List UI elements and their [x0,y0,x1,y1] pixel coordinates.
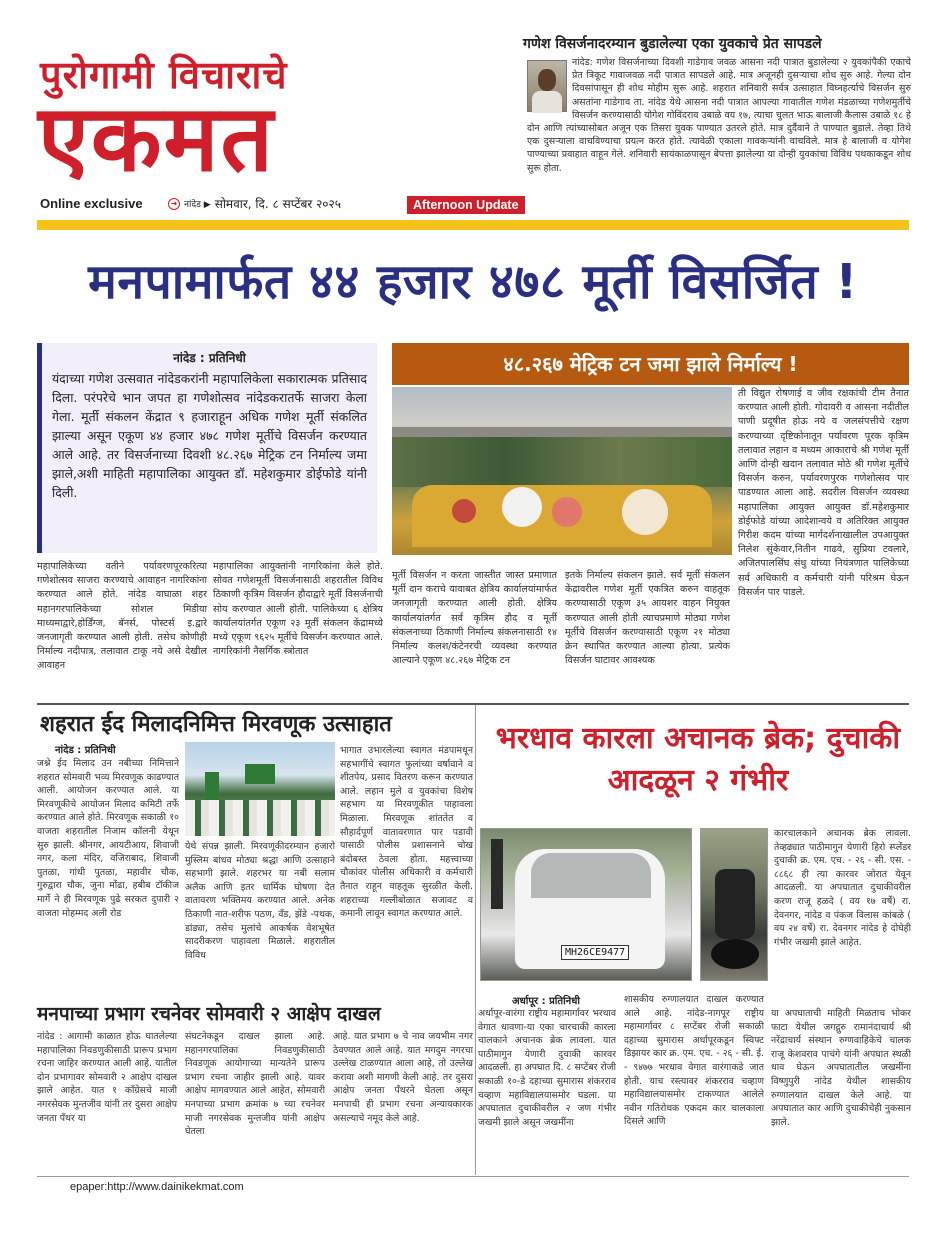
main-col-1: महापालिकेच्या वतीने पर्यावरणपूरकरित्या गणेशोत्सव साजरा करण्याचे आवाहन नागरिकांना करण्यात आले होते. नांदेड वाघाळा शहर महानगरपालिकेच्या सोशल मिडीया माध्यमाद्वारे,होर्डिंग्ज, बॅनर्स, पोस्टर्स इ.द्वारे जनजागृती करण्यात आली होती. तसेच कोणीही निर्माल्य नदीपात्र, तलावात टाकू नये असे देखील आवाहन [37,561,207,672]
dateline-date: सोमवार, दि. ८ सप्टेंबर २०२५ [214,197,342,211]
top-story-headline: गणेश विसर्जनादरम्यान बुडालेल्या एका युवकाचे प्रेत सापडले [523,36,822,52]
main-col-4: इतके निर्माल्य संकलन झाले. सर्व मूर्ती संकलन केंद्रावरील गणेश मूर्ती एकत्रित करुन वाहतूक करण्यासाठी एकूण ३५ आयशर वाहन नियुक्त करण्यात आली होती त्याचप्रमाणे मोठ्या गणेश मूर्तीचे विसर्जन करण्यासाठी एकूण २१ मोठ्या क्रेन स्थापित करण्यात आल्या होत्या. प्रत्येक विसर्जन घाटावर आवश्यक [565,570,730,667]
main-col-2: महापालिका आयुक्तांनी नागरिकांना केले होते. सोवत गणेशमूर्ती विसर्जनासाठी शहरातील विविध ठिकाणी कृत्रिम विसर्जन हौदाद्वारे मूर्ती विसर्जनाची सोय करण्यात आली होती. पालिकेच्या ६ क्षेत्रिय कार्यालयांतर्गत एकूण २३ मूर्ती संकलन केंद्रामध्ये मध्ये एकूण ९६२५ मूर्तीचे विसर्जन करण्यात आले. नागरिकांनी नैसर्गिक स्त्रोतात [213,561,383,658]
eid-col-2: येथे संपन्न झाली. मिरवणूकीदरम्यान हजारो मुस्लिम बांधव मोठ्या श्रद्धा आणि उत्साहाने सहभागी झाले. शहरभर या नबी सलाम अलैक आणि इतर धार्मिक घोषणा देत वातावरण भक्तिमय करण्यात आले. अनेक ठिकाणी नात-शरीफ पठण, वँड, झेंडे -पथक, डांड्या, तसेच मुलांचे आकर्षक वेशभूषेत सादरीकरण पाहावला मिळाले. शहरातील विविध [185,841,335,961]
main-col-3: मूर्ती विसर्जन न करता जास्तीत जास्त प्रमाणात मूर्ती दान कराचे यावाबत क्षेत्रिय कार्यालयांमार्फत जनजागृती करण्यात आली होती. क्षेत्रिय कार्यालयांतर्गत सर्व कृत्रिम हौद व मूर्ती संकलनाच्या ठिकाणी निर्माल्य संकलनासाठी १४ निर्माल्य कलश/कंटेनरची व्यवस्था करण्यात आल्याने एकूण ४८.२६७ मेट्रिक टन [392,570,557,667]
accident-col-3: या अपघाताची माहिती मिळताच भोकर फाटा येथील जगद्गुरु रामानंदाचार्य श्री नरेंद्राचार्य संस्थान रुग्णवाहिकेचे चालक राजू केशवराव पाचंगे यांनी अपघात स्थळी धाव घेऊन अपघातातील जखमींना विष्णुपुरी नांदेड येथील शासकीय रुग्णालयात दाखल केले आहे. या अपघातात कार आणि दुचाकीचेही नुकसान झाले. [771,1008,911,1128]
accident-car-photo [480,828,692,981]
victim-photo [527,60,567,112]
main-headline: मनपामार्फत ४४ हजार ४७८ मूर्ती विसर्जित ! [88,254,858,310]
eid-byline: नांदेड : प्रतिनिधी [55,745,116,756]
car-number-plate: MH26CE9477 [561,945,629,960]
arrow-right-icon: ➜ [168,198,180,210]
accident-headline: भरधाव कारला अचानक ब्रेक; दुचाकी आदळून २ गंभीर [495,721,901,798]
top-story-text: नांदेड: गणेश विसर्जनाच्या दिवशी गाडेगाव जवळ आसना नदी पात्रात बुडालेल्या २ युवकांपैकी एकाचे प्रेत त्रिकूट गावाजवळ नदी पात्रात सापडले आहे. मात्र अजूनही दुसऱ्याचा शोध सुरु आहे. गेल्या दोन दिवसांपासून ही शोध मोहीम सुरू आहे. शहरात शनिवारी सर्वत्र उत्साहात विघ्नहर्त्याचे विसर्जन सुरु असतांना गाडेगाव ता. नांदेड येथे आसना नदी पात्रात आपल्या गावातील गणेश मंडळाच्या गणेशमुर्तीचे विसर्जन करण्यासाठी योगेश गोविंदराव उबाळे वय १७, त्याचा चुलत भाऊ बालाजी कैलास उबाळे १८ हे दोन आणि त्यांच्यासोबत अजून एक तिसरा युवक पाण्यात उतरले होते. मात्र दुर्दैवाने ते पाण्यात बुडाले. तेव्हा तिथे एक दुसऱ्याला वाचविण्याचा प्रयत्न करत होते. त्यावेळी एकाला गावकऱ्यांनी वाचविले. मात्र हे बालाजी व योगेश पाण्याच्या प्रवाहात वाहून गेले. शनिवारी सायंकाळपासून बेपत्ता झालेल्या या दोन्ही युवकांचा विविध पथकाकडून शोध सुरू होता. [527,57,911,174]
dateline [168,195,341,212]
immersion-photo [392,387,732,555]
eid-procession-photo [185,742,335,836]
accident-col-2: शासकीय रुग्णालयात दाखल करण्यात आले आहे. नांदेड-नागपूर राष्ट्रीय महामार्गावर ८ सप्टेंबर रोजी सकाळी दहाच्या सुमारास अर्धापूरकडून स्विफ्ट डिझायर कार क्र. एम. एच. - २६ - सी. ई. - ९४७७ भरधाव वेगात वारंगाकडे जात होती. याच रस्त्यावर शंकरराव चव्हाण महाविद्यालयासमोर टाकण्यात आलेले नवीन गतिरोधक एकदम कार चालकाला दिसले आणि [624,994,764,1128]
edition-badge: Afternoon Update [407,196,525,214]
section-divider [37,703,909,705]
accident-col-1: अर्धापूर-वारंगा राष्ट्रीय महामार्गावर भरधाव वेगात धावणा-या एका चारचाकी कारला चालकाने अचानक ब्रेक लावला. यात पाठीमागुन येणारी दुचाकी कारवर आदळली. हा अपघात दि. ८ सप्टेंबर रोजी सकाळी १०-डे दहाच्या सुमारास शंकरराव चव्हाण महाविद्यालयासमोर घडला. या अपघातात दुचाकीवरील २ जण गंभीर जखमी झाले असून जखमींना [478,1008,616,1128]
footer-rule [37,1176,909,1177]
ward-col-2: संघटनेकडून दाखल झाला आहे. महानगरपालिका निवडणुकीसाठी निवडणूक आयोगाच्या मान्यतेने प्रारूप प्रभाग रचना जाहीर झाली आहे. यावर आक्षेप मागवण्यात आले आहेत, सोमवारी मनपाच्या प्रभाग क्रमांक ७ च्या रचनेवर माजी नगरसेवक मुन्तजीव यांनी आक्षेप घेतला [185,1031,325,1138]
accident-bike-photo [700,828,768,981]
main-subhead: ४८.२६७ मेट्रिक टन जमा झाले निर्माल्य ! [392,343,909,385]
online-exclusive-label: Online exclusive [40,196,143,211]
ward-col-1: नांदेड : आगामी काळात होऊ घातलेल्या महापालिका निवडणुकीसाठी प्रारूप प्रभाग रचना जाहिर करण्यात आली आहे. यातील दोन प्रभागावर सोमवारी २ आक्षेप दाखल झाले आहेत. यात १ काँग्रेसचे माजी नगरसेवक मुन्तजीव यांनी तर दुसरा आक्षेप जनता पँथर या [37,1031,177,1124]
column-rule [475,705,476,1175]
eid-col-3: भागात उभारलेल्या स्वागत मंडपामधून सहभागींचे स्वागत फुलांच्या वर्षावाने व शीतपेय, प्रसाद वितरण करून करण्यात आले. लहान मुले व युवकांचा विशेष सहभाग या मिरवणूकीत पाहावला मिळाला. मिरवणूक शांततेत व सौहार्दपूर्ण वातावरणात पार पडावी यासाठी पोलीस प्रशासनाने चोख बंदोबस्त ठेवला होता. महत्त्वाच्या चौकांवर पोलीस अधिकारी व कर्मचारी तैनात राहून वाहतूक सुरळीत केली. शहराच्या गल्लीबोळात सजावट व कमानी लावून स्वागत करण्यात आले. [340,745,473,920]
main-summary: यंदाच्या गणेश उत्सवात नांदेडकरांनी महापालिकेला सकारात्मक प्रतिसाद दिला. परंपरेचे भान जपत हा गणेशोत्सव नांदेडकरातर्फे साजरा केला गेला. मूर्ती संकलन केंद्रात ९ हजाराहून अधिक गणेश मूर्ती संकलित झाल्या असून एकूण ४४ हजार ४७८ गणेश मूर्तीचे विसर्जन करण्यात आले आहे. तर विसर्जनाच्या दिवशी ४८.२६७ मेट्रिक टन निर्माल्य जमा झाले,अशी माहिती महापालिका आयुक्त डॉ. महेशकुमार डोईफोडे यांनी दिली. [52,371,367,500]
main-byline: नांदेड : प्रतिनिधी [173,351,246,365]
eid-col-1: जश्ने ईद मिलाद उन नबीच्या निमित्ताने शहरात सोमवारी भव्य मिरवणूक काढण्यात आली. आयोजन करण्यात आले. या मिरवणूकीचे आयोजन मिलाद कमिटी तर्फे करण्यात आले होते. मिरवणूक सकाळी १० वाजता शहरातील निजाम कॉलनी येथून सुरु झाली. श्रीनगर, आयटीआय, शिवाजी नगर, कला मंदिर, वजिराबाद, शिवाजी पुतळा, गांधी पुतळा, महावीर चौक, गुरुद्वारा चौक, जुना मोंढा, हबीब टॉकीज मार्गे ने ही मिरवणूक पुढे सरकत दुपारी २ वाजता मोहम्मद अली रोड [37,758,179,919]
eid-headline: शहरात ईद मिलादनिमित्त मिरवणूक उत्साहात [40,712,392,737]
header-divider [37,220,909,230]
top-story-body [527,56,911,214]
epaper-link[interactable]: epaper:http://www.dainikekmat.com [70,1181,244,1193]
main-summary-box [37,343,377,553]
main-col-right: ती विद्युत रोषणाई व जीव रक्षकांची टीम तैनात करण्यात आली होती. गोदावरी व आसना नदीतील पाणी प्रदूषीत होऊ नये व जलसंपत्तीचे रक्षण करण्याच्या दृष्टिकोनातून पर्यावरण पूरक कृत्रिम तलावात लहान व मध्यम आकाराचे श्री गणेश मूर्ती आणि दोन्ही खदान तलावात मोठे श्री गणेश मूर्तीचे विसर्जन करुन, पर्यावरणपुरक गणेशोत्सव पार पाडण्यात आला आहे. सदरील विसर्जन व्यवस्था महापालिका आयुक्त आयुक्त डॉ.महेशकुमार डोईफोडे यांच्या आदेशान्वये व अतिरिक्त आयुक्त गिरीश कदम यांच्या मार्गदर्शनाखालील उपआयुक्त निलेश सुंकेवार,नितीन गाढवे, सुप्रिया टवलारे, अजितपालसिंघ संधु यांच्या नियंत्रणात पालिकेच्या सर्व अधिकारी व कर्मचारी यांनी परिश्रम घेऊन विसर्जन पार पाडले. [738,388,909,598]
accident-byline: अर्धापूर : प्रतिनिधी [512,996,580,1007]
masthead-logo: एकमत [38,84,275,192]
ward-col-3: आहे. यात प्रभाग ७ चे नाव जयभीम नगर ठेवण्यात आले आहे. यात मगदुम नगरचा उल्लेख टाळण्यात आला आहे, तो उल्लेख करावा अशी मागणी केली आहे. तर दुसरा आक्षेप जनता पँथरने घेतला असून मनपाची ही प्रभाग रचना अन्यायकारक असल्याचे नमूद केले आहे. [333,1031,473,1124]
dateline-place: नांदेड ▶ [184,200,211,210]
ward-headline: मनपाच्या प्रभाग रचनेवर सोमवारी २ आक्षेप दाखल [37,1003,381,1025]
masthead-tagline: पुरोगामी विचाराचे [40,52,288,97]
accident-side-col: कारचालकाने अचानक ब्रेक लावला. तेव्हढ्यात पाठीमागुन येणारी हिरो स्प्लेंडर दुचाकी क्र. एम. एच. - २६ - सी. एस. - ८८६८ ही त्या कारवर जोरात येवून आदळली. या अपघातात दुचाकीवरील करण राजू हळदे ( वय १७ वर्षे) रा. देवनगर, नांदेड व पंकज विलास कांबळे ( वय २४ वर्षे) रा. देवनगर नांदेड हे दोघेही गंभीर जखमी झाले आहेत. [774,828,911,948]
